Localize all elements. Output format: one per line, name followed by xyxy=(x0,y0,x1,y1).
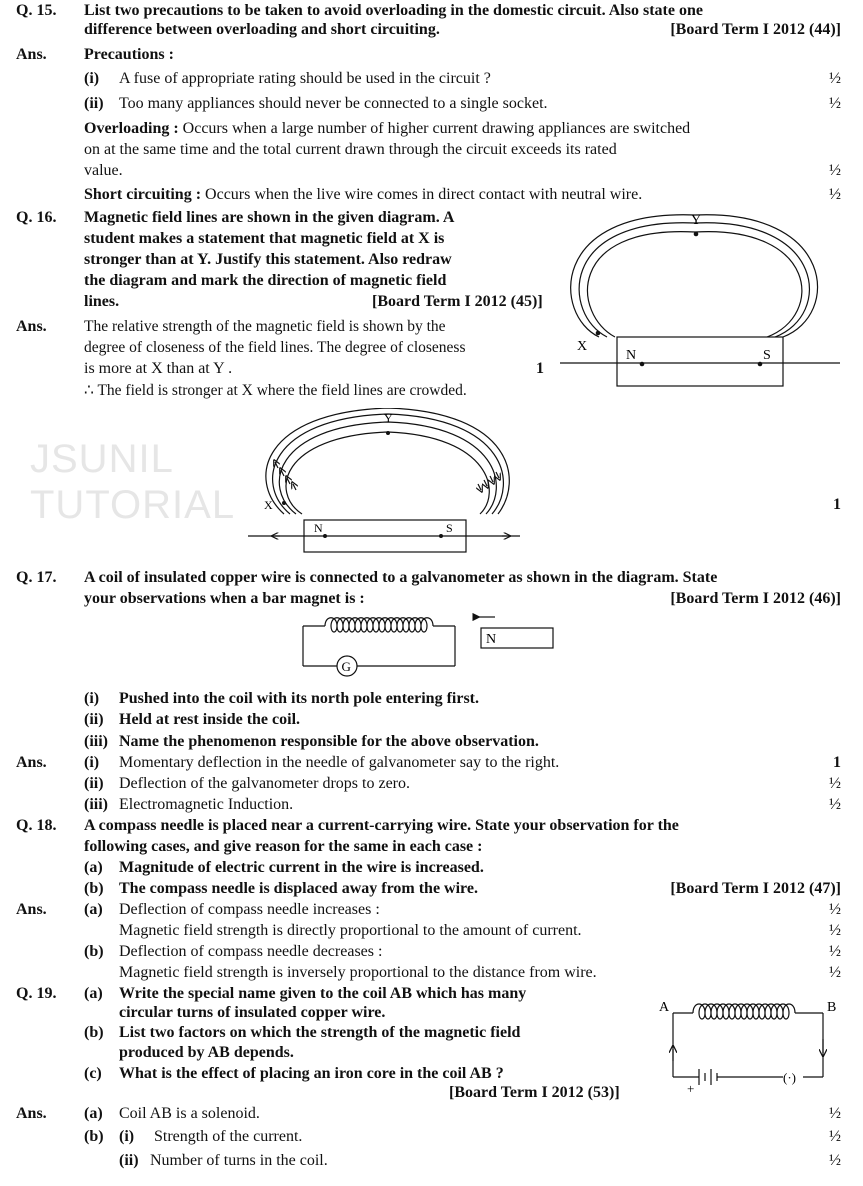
q17-a3-label: (iii) xyxy=(84,796,108,813)
q16-d1-label-y: Y xyxy=(691,213,702,228)
q16-number: Q. 16. xyxy=(16,209,57,226)
q19-sc-label: (c) xyxy=(84,1065,102,1082)
q19-sa-line-2: circular turns of insulated copper wire. xyxy=(119,1004,386,1021)
q18-aa1-mark: ½ xyxy=(829,901,841,918)
q19-label-b: B xyxy=(827,1000,837,1015)
q16-redrawn-diagram xyxy=(240,408,530,558)
q18-ab1-text: Deflection of compass needle decreases : xyxy=(119,943,383,960)
q15-p2-mark: ½ xyxy=(829,95,841,112)
q18-sb-label: (b) xyxy=(84,880,104,897)
q19-number: Q. 19. xyxy=(16,985,57,1002)
q17-a2-text: Deflection of the galvanometer drops to zero. xyxy=(119,775,410,792)
q19-sb-line-2: produced by AB depends. xyxy=(119,1044,294,1061)
q18-number: Q. 18. xyxy=(16,817,57,834)
q15-overloading-line-1: Occurs when a large number of higher current drawing appliances are switched xyxy=(182,120,691,137)
q15-short-mark: ½ xyxy=(829,186,841,203)
q18-sa-label: (a) xyxy=(84,859,103,876)
q17-coil xyxy=(325,618,433,632)
q17-magnet-label-n: N xyxy=(486,632,497,647)
q19-ab2-text: Number of turns in the coil. xyxy=(150,1152,328,1169)
q15-p1-label: (i) xyxy=(84,70,100,87)
q16-reference: [Board Term I 2012 (45)] xyxy=(372,293,543,310)
q17-s3-label: (iii) xyxy=(84,733,108,750)
q16-d2-label-x: X xyxy=(264,498,273,512)
q19-aa-text: Coil AB is a solenoid. xyxy=(119,1105,260,1122)
q16-d1-label-s: S xyxy=(763,348,771,363)
q18-aa2-text: Magnetic field strength is directly proportional to the amount of current. xyxy=(119,922,582,939)
q16-answer-line-3: is more at X than at Y . xyxy=(84,360,233,377)
q18-aa2-mark: ½ xyxy=(829,922,841,939)
q15-reference: [Board Term I 2012 (44)] xyxy=(670,21,841,38)
q19-ab2-mark: ½ xyxy=(829,1152,841,1169)
q19-label-a: A xyxy=(659,1000,670,1015)
q17-a2-label: (ii) xyxy=(84,775,104,792)
q19-aa-mark: ½ xyxy=(829,1105,841,1122)
q16-d1-label-x: X xyxy=(577,339,588,354)
q19-sc-text: What is the effect of placing an iron core in the coil AB ? xyxy=(119,1065,504,1082)
q17-galvanometer-label: G xyxy=(341,659,351,674)
q18-ab-label: (b) xyxy=(84,943,104,960)
q18-sa-text: Magnitude of electric current in the wire is increased. xyxy=(119,859,484,876)
q19-solenoid-diagram xyxy=(655,995,845,1095)
q19-sa-line-1: Write the special name given to the coil AB which has many xyxy=(119,985,527,1002)
q15-p1-text: A fuse of appropriate rating should be used in the circuit ? xyxy=(119,70,491,87)
q15-short-text: Occurs when the live wire comes in direct contact with neutral wire. xyxy=(205,186,643,203)
q15-overloading-term: Overloading : xyxy=(84,120,179,137)
q17-coil-diagram xyxy=(295,612,565,682)
q16-d1-label-n: N xyxy=(626,348,637,363)
q16-answer-mark: 1 xyxy=(536,360,544,377)
q16-d2-label-y: Y xyxy=(384,411,393,425)
q15-p2-text: Too many appliances should never be connected to a single socket. xyxy=(119,95,548,112)
q15-question-line-2: difference between overloading and short circuiting. xyxy=(84,21,440,38)
q16-diagram-mark: 1 xyxy=(833,496,841,513)
q19-ab2-label: (ii) xyxy=(119,1152,139,1169)
q16-answer-line-1: The relative strength of the magnetic field is shown by the xyxy=(84,318,446,335)
q19-answer-label: Ans. xyxy=(16,1105,47,1122)
q17-a3-text: Electromagnetic Induction. xyxy=(119,796,294,813)
q17-question-line-2: your observations when a bar magnet is : xyxy=(84,590,365,607)
q19-sb-label: (b) xyxy=(84,1024,104,1041)
q17-a1-label: (i) xyxy=(84,754,100,771)
q16-question-line-1: Magnetic field lines are shown in the given diagram. A xyxy=(84,209,455,226)
q17-s3-text: Name the phenomenon responsible for the above observation. xyxy=(119,733,539,750)
q19-reference: [Board Term I 2012 (53)] xyxy=(449,1084,620,1101)
q15-overloading-line-2: on at the same time and the total current drawn through the circuit exceeds its rated xyxy=(84,141,617,158)
q16-answer-line-2: degree of closeness of the field lines. The degree of closeness xyxy=(84,339,466,356)
q15-overloading-line-3: value. xyxy=(84,162,123,179)
q16-question-line-2: student makes a statement that magnetic field at X is xyxy=(84,230,445,247)
q17-a3-mark: ½ xyxy=(829,796,841,813)
q16-bar-magnet xyxy=(617,337,783,386)
q17-a1-mark: 1 xyxy=(833,754,841,771)
q15-short-term: Short circuiting : xyxy=(84,186,202,203)
q15-question-line-1: List two precautions to be taken to avoid overloading in the domestic circuit. Also state one xyxy=(84,2,703,19)
q18-question-line-2: following cases, and give reason for the same in each case : xyxy=(84,838,483,855)
q19-ab1-text: Strength of the current. xyxy=(154,1128,303,1145)
q15-answer-label: Ans. xyxy=(16,46,47,63)
q19-sb-line-1: List two factors on which the strength of the magnetic field xyxy=(119,1024,521,1041)
q16-question-line-4: the diagram and mark the direction of magnetic field xyxy=(84,272,447,289)
watermark xyxy=(30,436,235,528)
q16-d2-label-s: S xyxy=(446,521,453,535)
q16-answer-label: Ans. xyxy=(16,318,47,335)
q15-p1-mark: ½ xyxy=(829,70,841,87)
q15-p2-label: (ii) xyxy=(84,95,104,112)
q19-ab1-mark: ½ xyxy=(829,1128,841,1145)
q17-number: Q. 17. xyxy=(16,569,57,586)
q16-field-lines-diagram xyxy=(555,205,845,395)
q17-a1-text: Momentary deflection in the needle of galvanometer say to the right. xyxy=(119,754,560,771)
q16-d2-label-n: N xyxy=(314,521,323,535)
q17-s1-label: (i) xyxy=(84,690,100,707)
q18-question-line-1: A compass needle is placed near a current-carrying wire. State your observation for the xyxy=(84,817,679,834)
q19-ab-label: (b) xyxy=(84,1128,104,1145)
q15-number: Q. 15. xyxy=(16,2,57,19)
q18-aa-label: (a) xyxy=(84,901,103,918)
q18-reference: [Board Term I 2012 (47)] xyxy=(670,880,841,897)
q18-ab2-mark: ½ xyxy=(829,964,841,981)
q17-a2-mark: ½ xyxy=(829,775,841,792)
q17-s2-text: Held at rest inside the coil. xyxy=(119,711,301,728)
q15-precautions-heading: Precautions : xyxy=(84,46,174,63)
q17-s2-label: (ii) xyxy=(84,711,104,728)
q18-ab2-text: Magnetic field strength is inversely proportional to the distance from wire. xyxy=(119,964,597,981)
q17-answer-label: Ans. xyxy=(16,754,47,771)
q19-key-symbol: (·) xyxy=(783,1070,796,1085)
q16-question-line-5: lines. xyxy=(84,293,120,310)
q19-ab1-label: (i) xyxy=(119,1128,135,1145)
q17-s1-text: Pushed into the coil with its north pole entering first. xyxy=(119,690,479,707)
q19-coil-ab xyxy=(693,1004,795,1019)
q17-reference: [Board Term I 2012 (46)] xyxy=(670,590,841,607)
watermark-line-1: JSUNIL xyxy=(30,437,174,481)
q19-label-plus: + xyxy=(687,1081,695,1095)
q16-answer-line-4: ∴ The field is stronger at X where the field lines are crowded. xyxy=(84,382,467,399)
q18-sb-text: The compass needle is displaced away from the wire. xyxy=(119,880,478,897)
q17-question-line-1: A coil of insulated copper wire is connected to a galvanometer as shown in the diagram. State xyxy=(84,569,718,586)
watermark-line-2: TUTORIAL xyxy=(30,483,236,527)
q19-aa-label: (a) xyxy=(84,1105,103,1122)
q18-ab1-mark: ½ xyxy=(829,943,841,960)
q18-answer-label: Ans. xyxy=(16,901,47,918)
q19-sa-label: (a) xyxy=(84,985,103,1002)
q16-question-line-3: stronger than at Y. Justify this statement. Also redraw xyxy=(84,251,452,268)
q15-overloading-mark: ½ xyxy=(829,162,841,179)
q18-aa1-text: Deflection of compass needle increases : xyxy=(119,901,380,918)
